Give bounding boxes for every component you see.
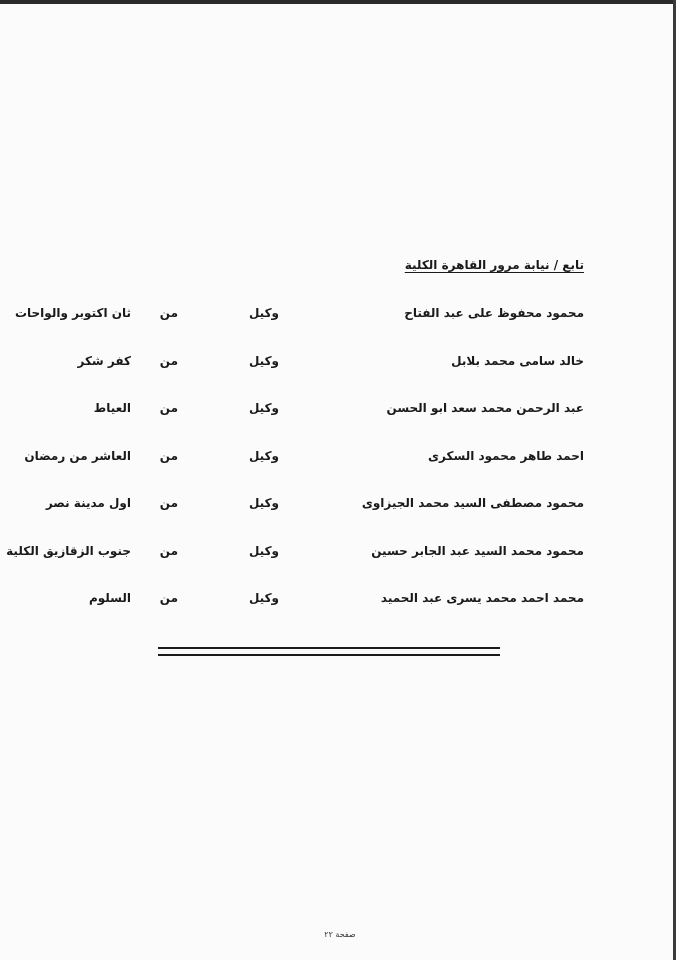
person-name: احمد طاهر محمود السكرى	[428, 448, 584, 463]
origin-place: العياط	[93, 401, 131, 415]
from-label: من	[159, 306, 178, 320]
section-heading: تابع / نيابة مرور القاهرة الكلية	[404, 258, 584, 272]
job-title: وكيل	[248, 353, 279, 368]
job-title: وكيل	[248, 401, 279, 415]
job-title: وكيل	[248, 591, 279, 605]
from-label: من	[159, 543, 178, 558]
job-title: وكيل	[248, 543, 279, 558]
list-item	[0, 490, 676, 538]
origin-place: اول مدينة نصر	[45, 496, 131, 510]
person-name: محمود محمد السيد عبد الجابر حسين	[371, 543, 584, 558]
from-label: من	[159, 496, 178, 510]
from-label: من	[159, 353, 178, 368]
list-item	[0, 585, 676, 633]
job-title: وكيل	[248, 448, 279, 463]
person-name: محمد احمد محمد يسرى عبد الحميد	[380, 591, 584, 605]
double-rule-divider	[158, 647, 500, 656]
list-item	[0, 443, 676, 491]
appointments-list	[0, 300, 676, 633]
page-number: صفحة ٢٢	[324, 930, 356, 939]
list-item	[0, 300, 676, 348]
origin-place: جنوب الزقازيق الكلية	[6, 543, 131, 558]
origin-place: كفر شكر	[77, 353, 131, 368]
origin-place: ثان اكتوبر والواحات	[14, 306, 131, 320]
list-item	[0, 348, 676, 396]
from-label: من	[159, 591, 178, 605]
person-name: محمود محفوظ على عبد الفتاح	[404, 306, 584, 320]
person-name: خالد سامى محمد بلابل	[451, 353, 584, 368]
job-title: وكيل	[248, 496, 279, 510]
list-item	[0, 395, 676, 443]
list-item	[0, 538, 676, 586]
origin-place: السلوم	[88, 591, 131, 605]
scan-border-top	[0, 0, 676, 4]
person-name: عبد الرحمن محمد سعد ابو الحسن	[386, 401, 584, 415]
job-title: وكيل	[248, 306, 279, 320]
person-name: محمود مصطفى السيد محمد الجيزاوى	[361, 496, 584, 510]
origin-place: العاشر من رمضان	[24, 448, 131, 463]
from-label: من	[159, 448, 178, 463]
from-label: من	[159, 401, 178, 415]
